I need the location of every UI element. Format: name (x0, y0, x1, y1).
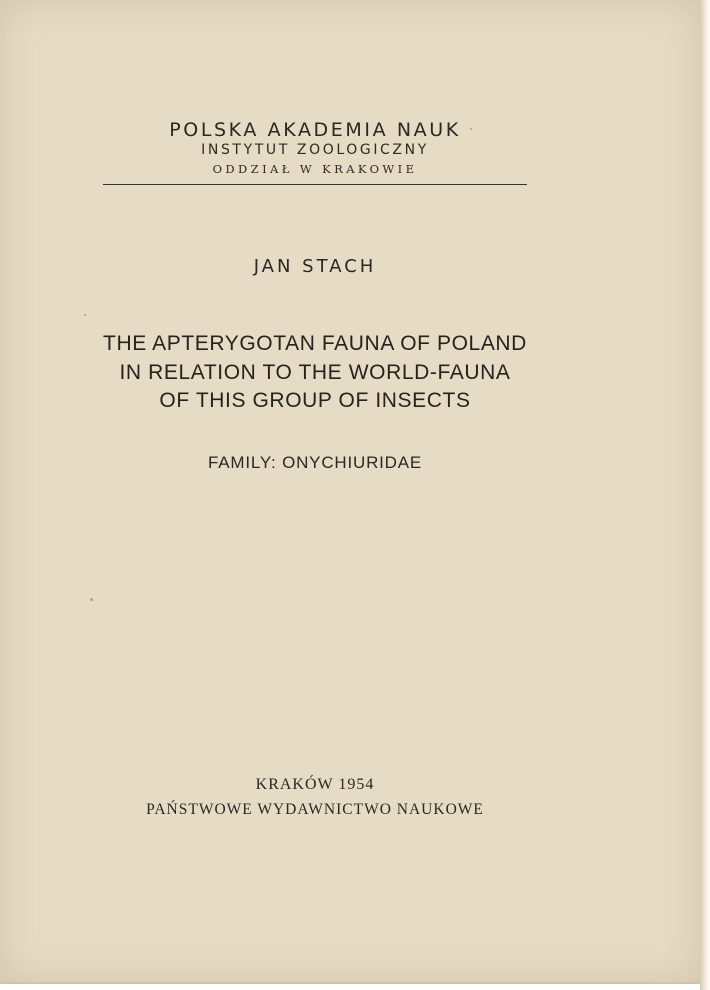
page-edge (700, 0, 710, 990)
title-line-3: OF THIS GROUP OF INSECTS (159, 389, 471, 412)
book-title (0, 330, 630, 416)
title-line-2: IN RELATION TO THE WORLD-FAUNA (119, 360, 511, 384)
family-subtitle: FAMILY: ONYCHIURIDAE (207, 453, 423, 472)
title-line-1: THE APTERYGOTAN FAUNA OF POLAND (103, 332, 527, 355)
branch-name: ODDZIAŁ W KRAKOWIE (212, 162, 418, 176)
paper-speck (84, 314, 86, 316)
paper-speck (90, 598, 93, 601)
paper-speck (470, 128, 472, 130)
institute-name: INSTYTUT ZOOLOGICZNY (201, 142, 429, 158)
publisher-name: PAŃSTWOWE WYDAWNICTWO NAUKOWE (146, 801, 484, 818)
academy-name: POLSKA AKADEMIA NAUK (169, 119, 461, 141)
header-divider (103, 184, 527, 185)
place-and-year: KRAKÓW 1954 (255, 776, 375, 793)
author-name: JAN STACH (253, 256, 377, 277)
